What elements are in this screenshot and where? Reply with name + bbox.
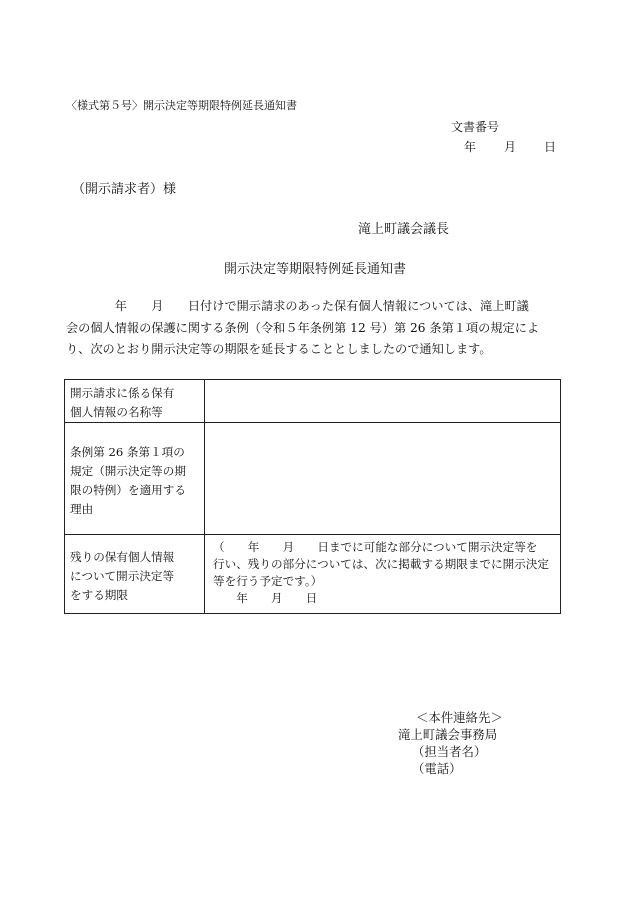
row-value-reason[interactable]: [205, 423, 561, 535]
notice-body: [66, 296, 566, 361]
body-line-1: 年 月 日付けで開示請求のあった保有個人情報については、滝上町議: [66, 299, 529, 313]
row-label-reason: 条例第 26 条第１項の 規定（開示決定等の期 限の特例）を適用する 理由: [65, 423, 205, 535]
row-label-information-name: 開示請求に係る保有 個人情報の名称等: [65, 380, 205, 423]
row-label-deadline: 残りの保有個人情報 について開示決定等 をする期限: [65, 535, 205, 614]
row-value-deadline: （ 年 月 日までに可能な部分について開示決定等を 行い、残りの部分については、次に掲載する期限までに開示決定 等を行う予定です。） 年 月 日: [205, 535, 561, 614]
sender: 滝上町議会議長: [358, 222, 450, 237]
contact-person: （担当者名）: [412, 744, 487, 759]
date-year: 年: [464, 140, 477, 154]
row-value-information-name[interactable]: [205, 380, 561, 423]
addressee: （開示請求者）様: [72, 182, 177, 197]
table-row: [65, 380, 561, 423]
contact-heading: ＜本件連絡先＞: [416, 710, 503, 725]
table-row: [65, 423, 561, 535]
contact-phone: （電話）: [412, 761, 462, 776]
date-month: 月: [504, 140, 517, 154]
document-title: 開示決定等期限特例延長通知書: [223, 262, 406, 277]
contact-block: [398, 709, 503, 777]
issue-date: [464, 138, 556, 155]
date-day: 日: [544, 140, 557, 154]
document-number-label: 文書番号: [451, 120, 500, 134]
form-id: 〈様式第５号〉開示決定等期限特例延長通知書: [66, 99, 297, 112]
body-line-3: り、次のとおり開示決定等の期限を延長することとしましたので通知します。: [66, 342, 492, 356]
table-row: [65, 535, 561, 614]
body-line-2: 会の個人情報の保護に関する条例（令和５年条例第 12 号）第 26 条第１項の規定によ: [66, 320, 540, 335]
info-table: [64, 379, 561, 614]
contact-office: 滝上町議会事務局: [398, 727, 498, 742]
